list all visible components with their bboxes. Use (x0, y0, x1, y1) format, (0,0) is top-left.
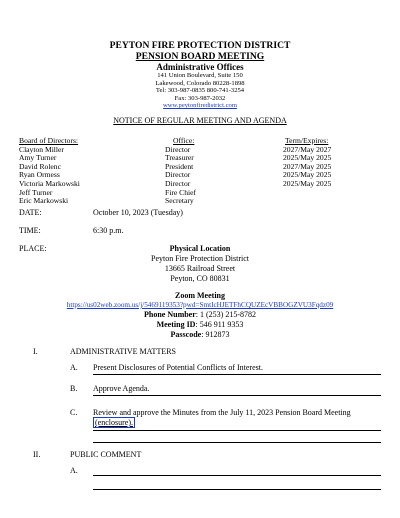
directors-term-column (283, 137, 331, 189)
passcode-value: : 912873 (201, 330, 230, 339)
director-office: Director (165, 144, 191, 154)
director-office: Director (165, 170, 191, 180)
zoom-meeting-title: Zoom Meeting (175, 291, 225, 300)
director-name: Victoria Markowski (19, 178, 80, 188)
item-letter: C. (70, 408, 78, 417)
item-letter: A. (70, 466, 78, 475)
zoom-link[interactable]: https://us02web.zoom.us/j/5469119353?pwd=SmtIcHJETFhCQUZEcVBBOGZVU3Fqdz09 (66, 301, 334, 309)
section-number: I. (33, 347, 38, 356)
zoom-passcode (0, 330, 400, 340)
place-label: PLACE: (19, 244, 47, 253)
item-divider (93, 475, 381, 476)
section-number: II. (33, 450, 41, 459)
passcode-label: Passcode (170, 330, 202, 339)
director-office: Director (165, 178, 191, 188)
date-value: October 10, 2023 (Tuesday) (93, 208, 183, 217)
item-divider (93, 374, 381, 375)
item-letter: B. (70, 384, 78, 393)
director-name: Clayton Miller (19, 144, 64, 154)
item-divider (93, 442, 381, 443)
phone-label: Phone Number (144, 310, 196, 319)
director-office: Treasurer (165, 153, 194, 163)
time-label: TIME: (19, 226, 41, 235)
item-divider (93, 430, 381, 431)
offices-title: Administrative Offices (156, 62, 244, 72)
director-name: David Rolenc (19, 161, 61, 171)
director-term: 2025/May 2025 (283, 153, 332, 163)
phone-value: : 1 (253) 215-8782 (195, 310, 256, 319)
enclosure-link[interactable]: (enclosure). (95, 418, 133, 427)
address-line-1: 141 Union Boulevard, Suite 150 (157, 72, 243, 79)
place-line-3: Peyton, CO 80831 (170, 274, 230, 283)
physical-location-title: Physical Location (169, 244, 231, 253)
notice-heading: NOTICE OF REGULAR MEETING AND AGENDA (113, 116, 287, 125)
agenda-item-text: Approve Agenda. (93, 384, 150, 393)
column-header-office: Office: (173, 136, 195, 145)
column-header-term: Term/Expires: (285, 136, 329, 145)
director-term: 2025/May 2025 (283, 178, 332, 188)
telephone: Tel: 303-987-0835 800-741-3254 (155, 87, 245, 94)
district-name: PEYTON FIRE PROTECTION DISTRICT (109, 40, 291, 51)
director-office: Secretary (165, 196, 194, 206)
meeting-id-value: : 546 911 9353 (195, 320, 244, 329)
meeting-id-label: Meeting ID (156, 320, 196, 329)
director-office: Fire Chief (165, 187, 197, 197)
item-divider (93, 395, 381, 396)
director-term: 2025/May 2025 (283, 170, 332, 180)
director-name: Amy Turner (19, 153, 57, 163)
agenda-item-text: Present Disclosures of Potential Conflicts of Interest. (93, 363, 263, 372)
date-label: DATE: (19, 208, 42, 217)
website-link[interactable]: www.peytonfiredistrict.com (163, 102, 237, 109)
director-name: Jeff Turner (19, 187, 53, 197)
address-line-2: Lakewood, Colorado 80228-1898 (155, 79, 245, 87)
director-office: President (165, 161, 194, 171)
fax: Fax: 303-987-2032 (174, 94, 226, 102)
directors-name-column (19, 137, 80, 206)
zoom-meeting-id (0, 320, 400, 330)
item-letter: A. (70, 363, 78, 372)
board-title: PENSION BOARD MEETING (135, 51, 265, 62)
time-value: 6:30 p.m. (93, 226, 124, 235)
place-line-1: Peyton Fire Protection District (151, 254, 249, 263)
director-term: 2027/May 2025 (283, 161, 332, 171)
column-header-name: Board of Directors: (19, 136, 79, 145)
section-title: ADMINISTRATIVE MATTERS (70, 347, 176, 356)
director-name: Ryan Ormess (19, 170, 60, 180)
item-divider (93, 489, 381, 490)
zoom-phone (0, 310, 400, 320)
section-title: PUBLIC COMMENT (70, 450, 142, 459)
directors-office-column (165, 137, 196, 206)
agenda-item-text: Review and approve the Minutes from the July 11, 2023 Pension Board Meeting (93, 408, 351, 417)
director-name: Eric Markowski (19, 196, 69, 206)
place-line-2: 13665 Railroad Street (164, 264, 236, 273)
director-term: 2027/May 2027 (283, 144, 332, 154)
